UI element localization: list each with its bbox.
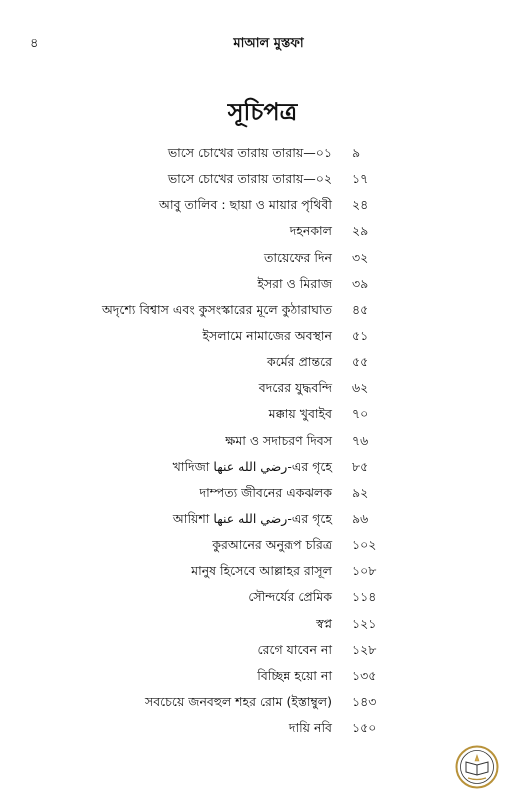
toc-entry-page: ১০২: [352, 537, 377, 553]
toc-entry-title: ভাসে চোখের তারায় তারায়—০১: [167, 145, 332, 160]
toc-row: [0, 689, 513, 715]
toc-entry-title: রেগে যাবেন না: [257, 641, 332, 657]
toc-row: [0, 401, 513, 427]
toc-row: [0, 323, 513, 349]
toc-entry-title: ইসলামে নামাজের অবস্থান: [202, 327, 332, 343]
toc-entry-title: ভাসে চোখের তারায় তারায়—০২: [167, 171, 332, 187]
toc-row: [0, 611, 513, 637]
toc-entry-title: আয়িশা رضي الله عنها-এর গৃহে: [172, 510, 332, 526]
toc-entry-title: সৌন্দর্যের প্রেমিক: [248, 589, 332, 605]
toc-entry-page: ১৭: [352, 171, 369, 187]
toc-entry-title: দায়ি নবি: [288, 720, 332, 736]
toc-entry-title: ক্ষমা ও সদাচরণ দিবস: [225, 432, 332, 448]
toc-entry-page: ৩২: [352, 249, 369, 265]
toc-entry-title: ইসরা ও মিরাজ: [257, 275, 332, 291]
toc-entry-title: কুরআনের অনুরূপ চরিত্র: [212, 537, 332, 553]
toc-entry-title: বদরের যুদ্ধবন্দি: [258, 380, 332, 396]
toc-entry-page: ৬২: [352, 380, 369, 396]
running-head-book-title: মাআল মুস্তফা: [233, 36, 304, 51]
toc-entry-page: ৭৬: [352, 432, 369, 448]
toc-entry-title: কর্মের প্রান্তরে: [266, 354, 332, 370]
toc-row: [0, 428, 513, 454]
toc-entry-page: ৯৬: [352, 510, 369, 526]
toc-entry-title: খাদিজা رضي الله عنها-এর গৃহে: [172, 458, 332, 474]
toc-entry-page: ১৫০: [352, 720, 377, 736]
toc-row: [0, 506, 513, 532]
toc-entry-title: আবু তালিব : ছায়া ও মায়ার পৃথিবী: [159, 197, 332, 213]
toc-entry-title: স্বপ্ন: [316, 615, 332, 631]
toc-entry-page: ১৩৫: [352, 667, 377, 683]
toc-entry-title: সবচেয়ে জনবহুল শহর রোম (ইস্তাম্বুল): [144, 693, 332, 709]
toc-row: [0, 297, 513, 323]
toc-entry-page: ১৪৩: [352, 693, 377, 709]
toc-row: [0, 140, 513, 166]
toc-row: [0, 375, 513, 401]
publisher-logo: [455, 745, 499, 789]
toc-entry-page: ২৯: [352, 223, 369, 239]
toc-entry-page: ৭০: [352, 406, 369, 422]
toc-entry-page: ৫৫: [352, 354, 369, 370]
toc-row: [0, 637, 513, 663]
toc-entry-page: ১০৮: [352, 563, 377, 579]
toc-entry-page: ৯: [352, 145, 361, 160]
toc-list: [0, 140, 513, 741]
toc-row: [0, 558, 513, 584]
toc-row: [0, 245, 513, 271]
toc-row: [0, 480, 513, 506]
toc-row: [0, 663, 513, 689]
toc-entry-page: ৯২: [352, 484, 369, 500]
toc-entry-page: ৮৫: [352, 458, 369, 474]
page-number: ৪: [30, 36, 39, 51]
toc-entry-page: ৪৫: [352, 301, 369, 317]
toc-entry-title: মক্কায় খুবাইব: [268, 406, 332, 422]
toc-entry-title: অদৃশ্যে বিশ্বাস এবং কুসংস্কারের মূলে কুঠারাঘাত: [101, 301, 332, 317]
toc-row: [0, 349, 513, 375]
toc-entry-title: তায়েফের দিন: [263, 249, 332, 265]
toc-row: [0, 532, 513, 558]
toc-entry-title: দহনকাল: [289, 223, 332, 239]
toc-entry-title: বিচ্ছিন্ন হয়ো না: [257, 667, 332, 683]
toc-title: সূচিপত্র: [227, 98, 298, 126]
toc-row: [0, 584, 513, 610]
publisher-book-emblem-icon: [455, 745, 499, 789]
toc-entry-title: দাম্পত্য জীবনের একঝলক: [199, 484, 332, 500]
toc-entry-page: ৩৯: [352, 275, 369, 291]
toc-row: [0, 218, 513, 244]
toc-row: [0, 715, 513, 741]
toc-entry-page: ১১৪: [352, 589, 377, 605]
toc-row: [0, 271, 513, 297]
toc-entry-page: ৫১: [352, 327, 369, 343]
toc-row: [0, 192, 513, 218]
toc-row: [0, 454, 513, 480]
toc-entry-page: ১২৮: [352, 641, 377, 657]
toc-entry-page: ১২১: [352, 615, 377, 631]
toc-row: [0, 166, 513, 192]
toc-entry-page: ২৪: [352, 197, 369, 213]
toc-entry-title: মানুষ হিসেবে আল্লাহর রাসূল: [191, 563, 332, 579]
